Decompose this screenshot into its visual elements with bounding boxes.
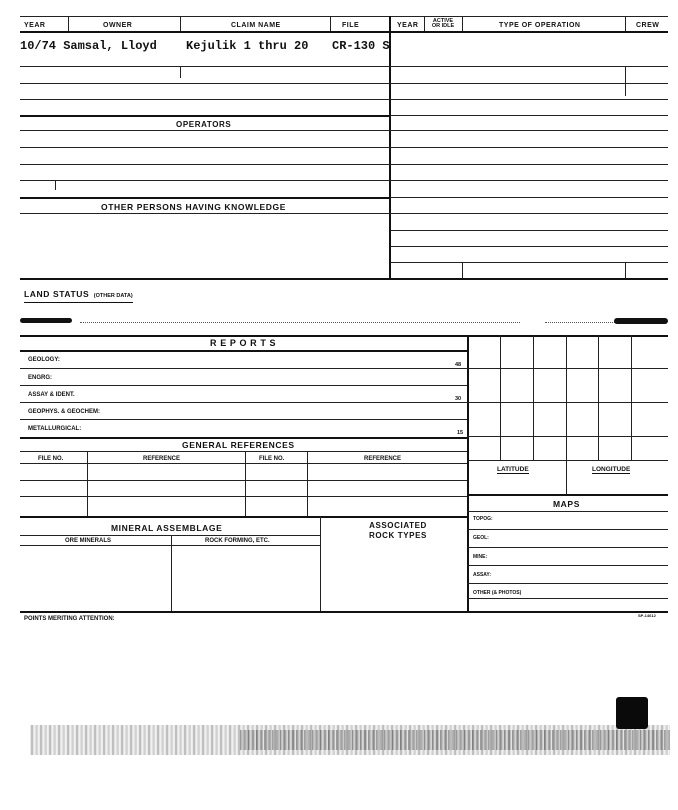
land-status-title: LAND STATUS <box>24 289 90 299</box>
report-assay-num: 30 <box>455 396 462 402</box>
row-rule <box>20 213 390 214</box>
row-rule <box>20 83 668 84</box>
other-persons-heading: OTHER PERSONS HAVING KNOWLEDGE <box>101 202 287 212</box>
grid-line <box>533 335 534 460</box>
reports-right-divider <box>467 335 469 612</box>
ref-reference-2: REFERENCE <box>364 456 402 462</box>
col-divider <box>87 451 88 516</box>
report-geophys: GEOPHYS. & GEOCHEM: <box>28 409 101 415</box>
points-meriting-label: POINTS MERITING ATTENTION: <box>24 616 115 622</box>
tick <box>180 66 181 78</box>
row-rule <box>20 99 668 100</box>
header-active-idle <box>426 19 460 29</box>
report-metallurgical-num: 15 <box>457 430 464 436</box>
col-divider <box>245 451 246 516</box>
row-rule <box>20 545 320 546</box>
report-assay: ASSAY & IDENT. <box>28 392 75 398</box>
ref-file-no-2: FILE NO. <box>259 456 285 462</box>
dotted-rule <box>80 322 520 323</box>
map-topog: TOPOG: <box>473 516 493 522</box>
longitude-label: LONGITUDE <box>592 466 631 473</box>
header-year: YEAR <box>24 22 46 29</box>
row-rule <box>20 180 668 181</box>
row-rule <box>20 368 467 369</box>
grid-line <box>631 335 632 460</box>
row-rule <box>20 419 467 420</box>
entry-date-owner: 10/74 Samsal, Lloyd <box>20 39 157 53</box>
references-bottom-rule <box>20 516 467 518</box>
land-status-heading <box>24 284 133 303</box>
grid-line <box>598 335 599 460</box>
header-claim-name: CLAIM NAME <box>231 22 281 29</box>
entry-claim-name: Kejulik 1 thru 20 <box>186 39 309 53</box>
row-rule <box>467 547 668 548</box>
ink-blob <box>616 697 648 729</box>
entry-file: CR-130 S <box>332 39 390 53</box>
ref-reference: REFERENCE <box>143 456 181 462</box>
reports-bottom-rule <box>20 437 467 439</box>
report-geology: GEOLOGY: <box>28 357 60 363</box>
row-rule <box>390 213 668 214</box>
header-file: FILE <box>342 22 360 29</box>
maps-heading: MAPS <box>553 499 580 509</box>
map-mine: MINE: <box>473 554 488 560</box>
row-rule <box>467 598 668 599</box>
grid-line <box>500 335 501 460</box>
form-number: SP-14612 <box>638 613 656 618</box>
col-divider <box>68 16 69 31</box>
ink-smudge <box>614 318 668 324</box>
maps-top-rule <box>467 494 668 496</box>
row-rule <box>20 535 320 536</box>
mineral-assemblage-heading: MINERAL ASSEMBLAGE <box>111 523 223 533</box>
row-rule <box>390 246 668 247</box>
tick <box>462 262 463 278</box>
top-rule <box>20 16 668 17</box>
ref-file-no: FILE NO. <box>38 456 64 462</box>
dotted-rule <box>545 322 615 323</box>
grid-line <box>566 335 567 495</box>
report-metallurgical: METALLURGICAL: <box>28 426 82 432</box>
header-active: ACTIVE <box>432 18 454 24</box>
report-engrg: ENGRG: <box>28 375 52 381</box>
reports-heading-rule <box>20 350 467 352</box>
associated-rock-types-heading <box>352 521 444 541</box>
header-or-idle: OR IDLE <box>431 23 455 29</box>
operators-top-rule <box>20 115 390 117</box>
row-rule <box>20 66 668 67</box>
grid-line <box>467 402 668 403</box>
rock-types-label: ROCK TYPES <box>368 531 427 540</box>
map-assay: ASSAY: <box>473 572 492 578</box>
col-divider <box>424 16 425 31</box>
col-divider <box>307 451 308 516</box>
row-rule <box>467 583 668 584</box>
other-persons-top-rule <box>20 197 390 199</box>
row-rule <box>390 262 668 263</box>
map-other: OTHER (& PHOTOS) <box>473 590 522 596</box>
header-crew: CREW <box>636 22 660 29</box>
rock-forming-label: ROCK FORMING, ETC. <box>205 538 270 544</box>
reports-top-rule <box>20 335 668 337</box>
map-geol: GEOL: <box>473 535 489 541</box>
header-type-of-operation: TYPE OF OPERATION <box>499 22 581 29</box>
grid-line <box>467 436 668 437</box>
row-rule <box>20 385 467 386</box>
col-divider <box>180 16 181 31</box>
land-status-subtitle: (OTHER DATA) <box>93 293 133 299</box>
associated-label: ASSOCIATED <box>369 521 427 530</box>
row-rule <box>20 402 467 403</box>
row-rule <box>467 511 668 512</box>
general-references-heading: GENERAL REFERENCES <box>182 440 295 450</box>
grid-line <box>467 368 668 369</box>
row-rule <box>20 164 668 165</box>
reports-heading: R E P O R T S <box>210 338 277 348</box>
row-rule <box>467 565 668 566</box>
header-year-2: YEAR <box>397 22 419 29</box>
row-rule <box>390 197 668 198</box>
bottom-rule <box>20 611 668 613</box>
col-divider <box>330 16 331 31</box>
scan-noise-band-dark <box>240 730 670 750</box>
operators-heading: OPERATORS <box>176 120 232 129</box>
tick <box>625 66 626 96</box>
tick <box>625 262 626 278</box>
report-geology-num: 48 <box>455 362 462 368</box>
header-owner: OWNER <box>103 22 133 29</box>
col-divider <box>462 16 463 31</box>
row-rule <box>20 130 668 131</box>
grid-line <box>467 460 668 461</box>
row-rule <box>390 230 668 231</box>
latitude-label: LATITUDE <box>497 466 529 473</box>
header-bottom-rule <box>20 31 668 33</box>
col-divider <box>171 535 172 612</box>
row-rule <box>20 147 668 148</box>
row-rule <box>390 115 668 116</box>
tick <box>55 180 56 190</box>
row-rule <box>467 529 668 530</box>
ink-smudge <box>20 318 72 323</box>
col-divider <box>320 516 321 612</box>
upper-block-bottom-rule <box>20 278 668 280</box>
ore-minerals-label: ORE MINERALS <box>65 538 112 544</box>
col-divider <box>625 16 626 31</box>
